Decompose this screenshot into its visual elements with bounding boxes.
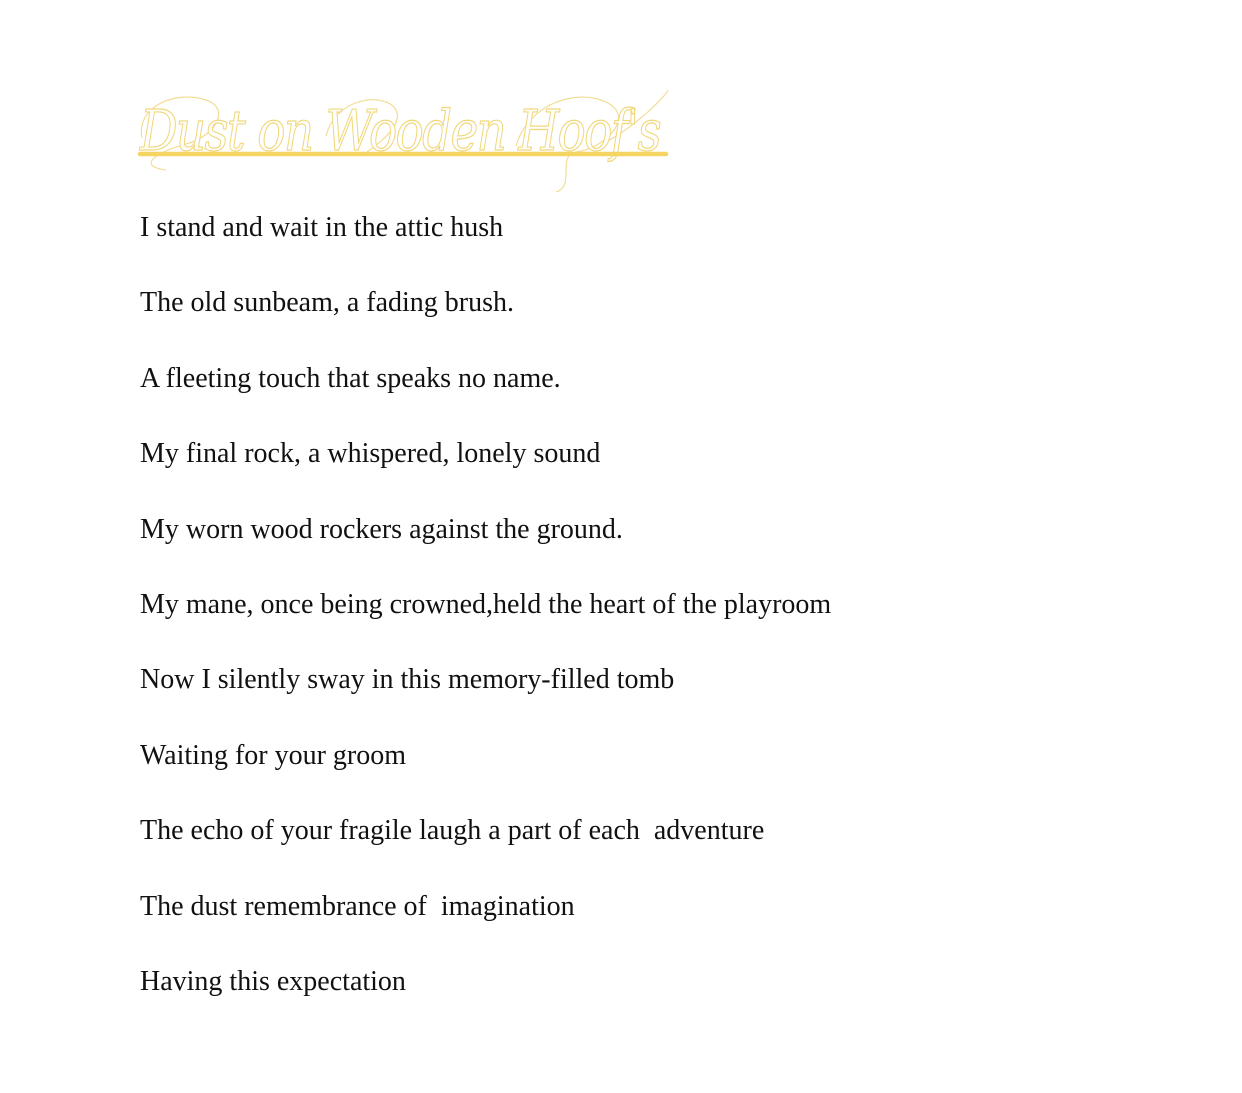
poem-line: Having this expectation (140, 965, 406, 997)
title-graphic (136, 86, 676, 196)
poem-body (140, 208, 831, 1037)
poem-line: My mane, once being crowned,held the heart of the playroom (140, 588, 832, 620)
poem-line: My final rock, a whispered, lonely sound (140, 438, 601, 470)
poem-line: My worn wood rockers against the ground. (140, 513, 623, 545)
poem-line: The echo of your fragile laugh a part of each adventure (140, 815, 765, 847)
poem-line: Now I silently sway in this memory-filled tomb (140, 664, 675, 696)
poem-title (136, 86, 676, 196)
poem-line: I stand and wait in the attic hush (140, 212, 504, 243)
poem-line: The dust remembrance of imagination (140, 890, 575, 922)
poem-line: Waiting for your groom (140, 739, 407, 771)
poem-line: The old sunbeam, a fading brush. (140, 287, 515, 319)
poem-line: A fleeting touch that speaks no name. (140, 362, 561, 394)
title-text: Dust on Wooden Hoof's (139, 99, 661, 164)
